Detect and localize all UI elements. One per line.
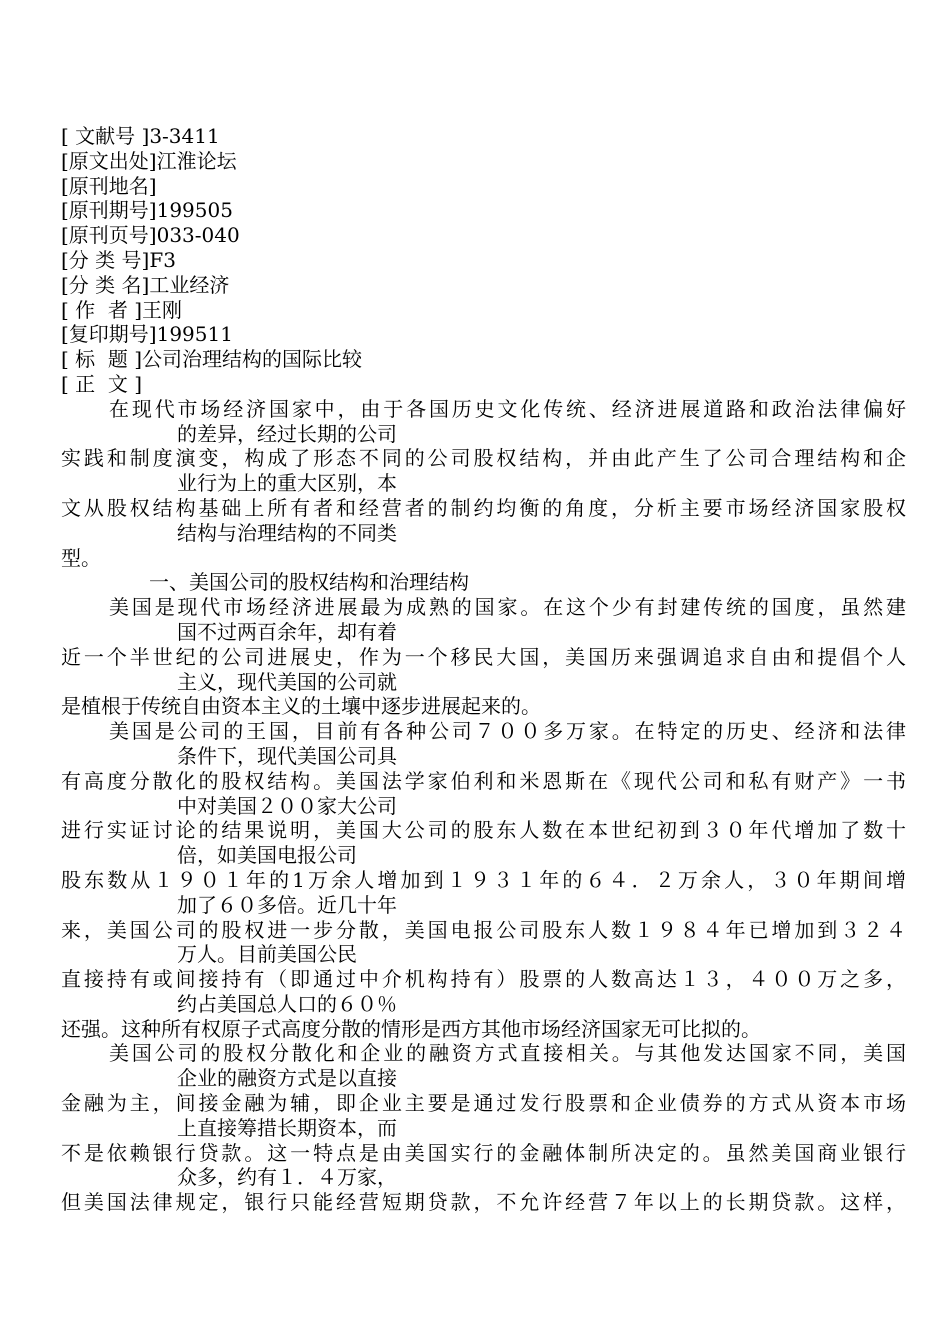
- text-line: 倍，如美国电报公司: [177, 843, 357, 868]
- meta-reprint-issue: [复印期号]199511: [61, 322, 233, 347]
- section-heading: 一、美国公司的股权结构和治理结构: [149, 570, 469, 595]
- text-line: 的差异，经过长期的公司: [177, 421, 397, 446]
- text-line: 结构与治理结构的不同类: [177, 520, 397, 545]
- text-line: 是植根于传统自由资本主义的土壤中逐步进展起来的。: [61, 694, 541, 719]
- meta-body-label: [ 正 文 ]: [61, 371, 143, 396]
- text-line: 实践和制度演变，构成了形态不同的公司股权结构，并由此产生了公司合理结构和企: [61, 446, 906, 471]
- text-line: 在现代市场经济国家中，由于各国历史文化传统、经济进展道路和政治法律偏好: [109, 396, 906, 421]
- text-line: 来，美国公司的股权进一步分散，美国电报公司股东人数１９８４年已增加到３２４: [61, 917, 906, 942]
- text-line: 加了６０多倍。近几十年: [177, 892, 397, 917]
- meta-pages: [原刊页号]033-040: [61, 223, 240, 248]
- document-body: [61, 124, 906, 1215]
- text-line: 还强。这种所有权原子式高度分散的情形是西方其他市场经济国家无可比拟的。: [61, 1016, 761, 1041]
- text-line: 美国是公司的王国，目前有各种公司７００多万家。在特定的历史、经济和法律: [109, 719, 906, 744]
- text-line: 约占美国总人口的６０％: [177, 991, 397, 1016]
- text-line: 直接持有或间接持有（即通过中介机构持有）股票的人数高达１３，４００万之多，: [61, 967, 906, 992]
- meta-class-name: [分 类 名]工业经济: [61, 272, 230, 297]
- text-line: 近一个半世纪的公司进展史，作为一个移民大国，美国历来强调追求自由和提倡个人: [61, 644, 906, 669]
- text-line: 主义，现代美国的公司就: [177, 669, 397, 694]
- text-line: 企业的融资方式是以直接: [177, 1066, 397, 1091]
- text-line: 文从股权结构基础上所有者和经营者的制约均衡的角度，分析主要市场经济国家股权: [61, 495, 906, 520]
- text-line: 万人。目前美国公民: [177, 942, 357, 967]
- text-line: 上直接筹措长期资本，而: [177, 1115, 397, 1140]
- text-line: 美国是现代市场经济进展最为成熟的国家。在这个少有封建传统的国度，虽然建: [109, 595, 906, 620]
- text-line: 有高度分散化的股权结构。美国法学家伯利和米恩斯在《现代公司和私有财产》一书: [61, 768, 906, 793]
- meta-place: [原刊地名]: [61, 173, 157, 198]
- meta-class-code: [分 类 号]F3: [61, 247, 176, 272]
- text-line: 股东数从１９０１年的1万余人增加到１９３１年的６４．２万余人，３０年期间增: [61, 867, 906, 892]
- text-line: 金融为主，间接金融为辅，即企业主要是通过发行股票和企业债券的方式从资本市场: [61, 1091, 906, 1116]
- meta-source: [原文出处]江淮论坛: [61, 148, 237, 173]
- text-line: 条件下，现代美国公司具: [177, 743, 397, 768]
- text-line: 众多，约有１．４万家，: [177, 1165, 397, 1190]
- text-line: 业行为上的重大区别，本: [177, 471, 397, 496]
- text-line: 中对美国２００家大公司: [177, 793, 397, 818]
- meta-title: [ 标 题 ]公司治理结构的国际比较: [61, 347, 363, 372]
- meta-doc-number: [ 文献号 ]3-3411: [61, 124, 220, 148]
- text-line: 国不过两百余年，却有着: [177, 619, 397, 644]
- text-line: 进行实证讨论的结果说明，美国大公司的股东人数在本世纪初到３０年代增加了数十: [61, 818, 906, 843]
- text-line: 不是依赖银行贷款。这一特点是由美国实行的金融体制所决定的。虽然美国商业银行: [61, 1140, 906, 1165]
- meta-issue: [原刊期号]199505: [61, 198, 233, 223]
- text-line: 型。: [61, 545, 101, 570]
- text-line: 美国公司的股权分散化和企业的融资方式直接相关。与其他发达国家不同，美国: [109, 1041, 906, 1066]
- text-line: 但美国法律规定，银行只能经营短期贷款，不允许经营７年以上的长期贷款。这样，: [61, 1190, 906, 1215]
- meta-author: [ 作 者 ]王刚: [61, 297, 183, 322]
